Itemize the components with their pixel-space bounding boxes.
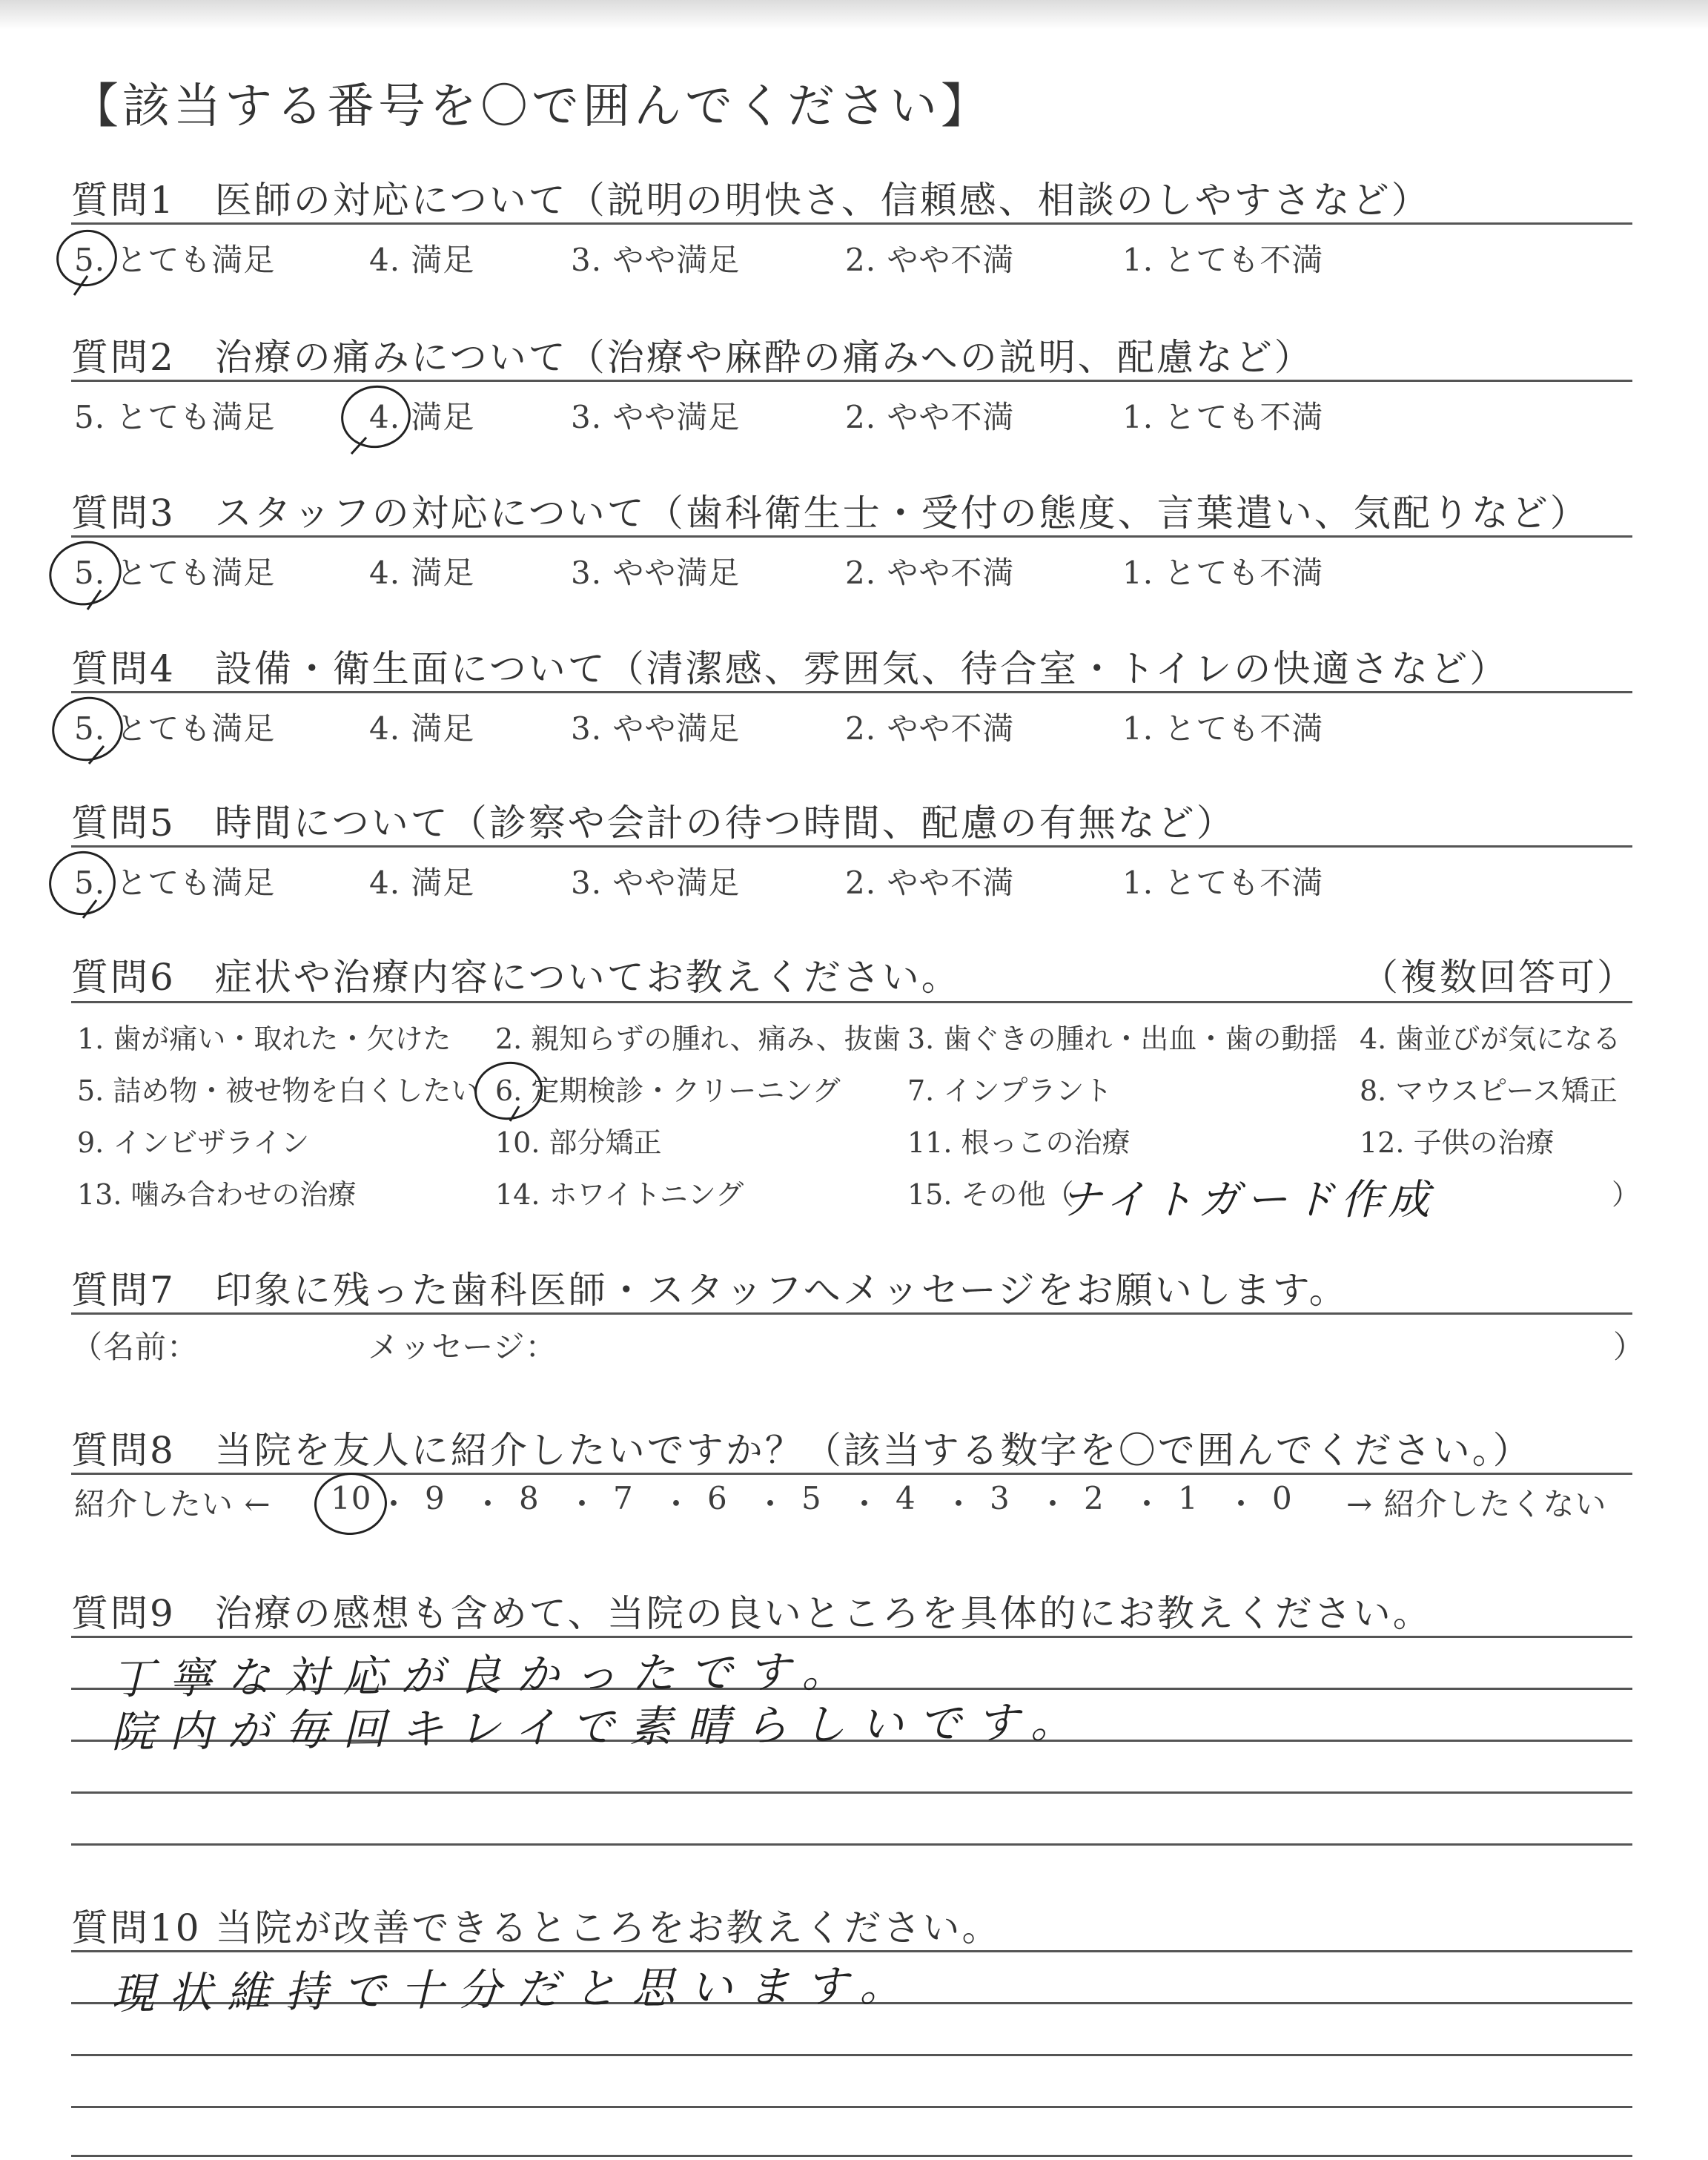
q8-scale-separator: ・ [849, 1486, 881, 1522]
q2-selection-circle [336, 380, 415, 453]
question-6-title: 質問6 症状や治療内容についてお教えください。 [71, 956, 961, 999]
q8-right-label: → 紹介したくない [1346, 1486, 1607, 1522]
q6-item-12[interactable]: 12. 子供の治療 [1360, 1126, 1555, 1159]
q6-other-handwritten-answer: ナイトガード作成 [1060, 1176, 1436, 1224]
q7-close-paren: ） [1613, 1329, 1646, 1365]
q8-scale-separator: ・ [566, 1486, 599, 1522]
q6-item-6[interactable]: 6. 定期検診・クリーニング [495, 1074, 841, 1107]
q4-option-1[interactable]: 1. とても不満 [1122, 710, 1324, 747]
q8-scale-4[interactable]: 4 [896, 1480, 916, 1516]
scan-top-edge [0, 0, 1708, 30]
question-10-title: 質問10 当院が改善できるところをお教えください。 [71, 1906, 1002, 1949]
page-title: 【該当する番号を〇で囲んでください】 [71, 79, 992, 134]
q7-message-label: メッセージ： [368, 1329, 557, 1365]
q8-scale-5[interactable]: 5 [801, 1480, 822, 1516]
q1-option-4[interactable]: 4. 満足 [369, 242, 475, 278]
q3-option-3[interactable]: 3. やや満足 [571, 555, 741, 591]
question-1-rule [71, 222, 1632, 225]
q5-option-3[interactable]: 3. やや満足 [571, 865, 741, 901]
question-2-title: 質問2 治療の痛みについて（治療や麻酔の痛みへの説明、配慮など） [71, 336, 1314, 379]
q8-scale-3[interactable]: 3 [990, 1480, 1010, 1516]
q6-item-9[interactable]: 9. インビザライン [77, 1126, 310, 1159]
q6-item-10[interactable]: 10. 部分矯正 [495, 1126, 662, 1159]
question-9-rule-5 [71, 1843, 1632, 1846]
q8-scale-separator: ・ [661, 1486, 693, 1522]
question-2-rule [71, 380, 1632, 382]
q9-answer-line-1: 丁寧な対応が良かったです。 [110, 1645, 860, 1705]
q3-option-4[interactable]: 4. 満足 [369, 555, 475, 591]
question-8-rule [71, 1473, 1632, 1475]
question-5-rule [71, 845, 1632, 848]
q9-answer-line-2: 院内が毎回キレイで素晴らしいです。 [110, 1697, 1089, 1757]
q7-message-field[interactable] [549, 1323, 1601, 1360]
q8-scale-10[interactable]: 10 [331, 1480, 372, 1516]
q8-scale-separator: ・ [1225, 1486, 1258, 1522]
q6-item-13[interactable]: 13. 噛み合わせの治療 [77, 1178, 357, 1211]
q1-option-3[interactable]: 3. やや満足 [571, 242, 741, 278]
q4-option-5[interactable]: 5. とても満足 [74, 710, 276, 747]
q4-selection-circle [46, 690, 129, 767]
question-10-rule-5 [71, 2155, 1632, 2157]
q10-answer-line-1: 現状維持で十分だと思います。 [110, 1960, 918, 2019]
question-9-title: 質問9 治療の感想も含めて、当院の良いところを具体的にお教えください。 [71, 1592, 1432, 1635]
q7-name-field[interactable] [178, 1323, 356, 1360]
q1-option-5[interactable]: 5. とても満足 [74, 242, 276, 278]
q5-option-4[interactable]: 4. 満足 [369, 865, 475, 901]
q5-option-1[interactable]: 1. とても不満 [1122, 865, 1324, 901]
q8-scale-0[interactable]: 0 [1272, 1480, 1293, 1516]
q2-option-5[interactable]: 5. とても満足 [74, 399, 276, 435]
q8-scale-9[interactable]: 9 [425, 1480, 446, 1516]
q3-selection-circle [42, 533, 128, 612]
q1-option-1[interactable]: 1. とても不満 [1122, 242, 1324, 278]
question-7-rule [71, 1312, 1632, 1315]
q8-left-label: 紹介したい ← [74, 1486, 271, 1522]
q5-selection-circle [42, 844, 122, 922]
question-4-title: 質問4 設備・衛生面について（清潔感、雰囲気、待合室・トイレの快適さなど） [71, 647, 1509, 690]
question-3-title: 質問3 スタッフの対応について（歯科衛生士・受付の態度、言葉遣い、気配りなど） [71, 492, 1589, 535]
q4-option-4[interactable]: 4. 満足 [369, 710, 475, 747]
question-6-rule [71, 1001, 1632, 1003]
q8-scale-7[interactable]: 7 [613, 1480, 634, 1516]
q2-option-1[interactable]: 1. とても不満 [1122, 399, 1324, 435]
q4-option-2[interactable]: 2. やや不満 [845, 710, 1015, 747]
question-8-title: 質問8 当院を友人に紹介したいですか？（該当する数字を〇で囲んでください。） [71, 1429, 1532, 1472]
q6-item-11[interactable]: 11. 根っこの治療 [907, 1126, 1131, 1159]
q6-other-close-paren: ） [1612, 1178, 1641, 1211]
question-5-title: 質問5 時間について（診察や会計の待つ時間、配慮の有無など） [71, 802, 1236, 845]
q8-scale-separator: ・ [1037, 1486, 1070, 1522]
question-10-rule-3 [71, 2054, 1632, 2056]
q8-scale-8[interactable]: 8 [519, 1480, 540, 1516]
q7-name-label: （名前： [71, 1329, 199, 1365]
q2-option-3[interactable]: 3. やや満足 [571, 399, 741, 435]
q1-selection-circle [51, 224, 122, 291]
question-1-title: 質問1 医師の対応について（説明の明快さ、信頼感、相談のしやすさなど） [71, 179, 1431, 222]
q5-option-2[interactable]: 2. やや不満 [845, 865, 1015, 901]
q3-option-2[interactable]: 2. やや不満 [845, 555, 1015, 591]
q6-item-7[interactable]: 7. インプラント [907, 1074, 1113, 1107]
question-4-rule [71, 691, 1632, 693]
question-6-note: （複数回答可） [1361, 956, 1636, 999]
q6-item-3[interactable]: 3. 歯ぐきの腫れ・出血・歯の動揺 [907, 1023, 1338, 1055]
q6-item-14[interactable]: 14. ホワイトニング [495, 1178, 744, 1211]
q8-scale-separator: ・ [755, 1486, 787, 1522]
q4-option-3[interactable]: 3. やや満足 [571, 710, 741, 747]
q3-option-5[interactable]: 5. とても満足 [74, 555, 276, 591]
q2-option-4[interactable]: 4. 満足 [369, 399, 475, 435]
q6-item-5[interactable]: 5. 詰め物・被せ物を白くしたい [77, 1074, 480, 1107]
q8-scale-separator: ・ [943, 1486, 976, 1522]
q6-item-2[interactable]: 2. 親知らずの腫れ、痛み、抜歯 [495, 1023, 901, 1055]
question-10-rule-4 [71, 2106, 1632, 2108]
q1-option-2[interactable]: 2. やや不満 [845, 242, 1015, 278]
question-3-rule [71, 535, 1632, 538]
q8-scale-2[interactable]: 2 [1084, 1480, 1105, 1516]
q8-scale-separator: ・ [472, 1486, 505, 1522]
question-9-rule-4 [71, 1791, 1632, 1794]
question-7-title: 質問7 印象に残った歯科医師・スタッフへメッセージをお願いします。 [71, 1269, 1348, 1312]
q3-option-1[interactable]: 1. とても不満 [1122, 555, 1324, 591]
q8-scale-separator: ・ [1131, 1486, 1164, 1522]
q6-item-1[interactable]: 1. 歯が痛い・取れた・欠けた [77, 1023, 451, 1055]
q8-scale-6[interactable]: 6 [707, 1480, 728, 1516]
q6-item-15[interactable]: 15. その他（ [907, 1178, 1074, 1211]
q6-item-8[interactable]: 8. マウスピース矯正 [1360, 1074, 1618, 1107]
q6-item-4[interactable]: 4. 歯並びが気になる [1360, 1023, 1621, 1055]
q2-option-2[interactable]: 2. やや不満 [845, 399, 1015, 435]
q5-option-5[interactable]: 5. とても満足 [74, 865, 276, 901]
q8-scale-separator: ・ [378, 1486, 411, 1522]
q8-scale-1[interactable]: 1 [1178, 1480, 1199, 1516]
